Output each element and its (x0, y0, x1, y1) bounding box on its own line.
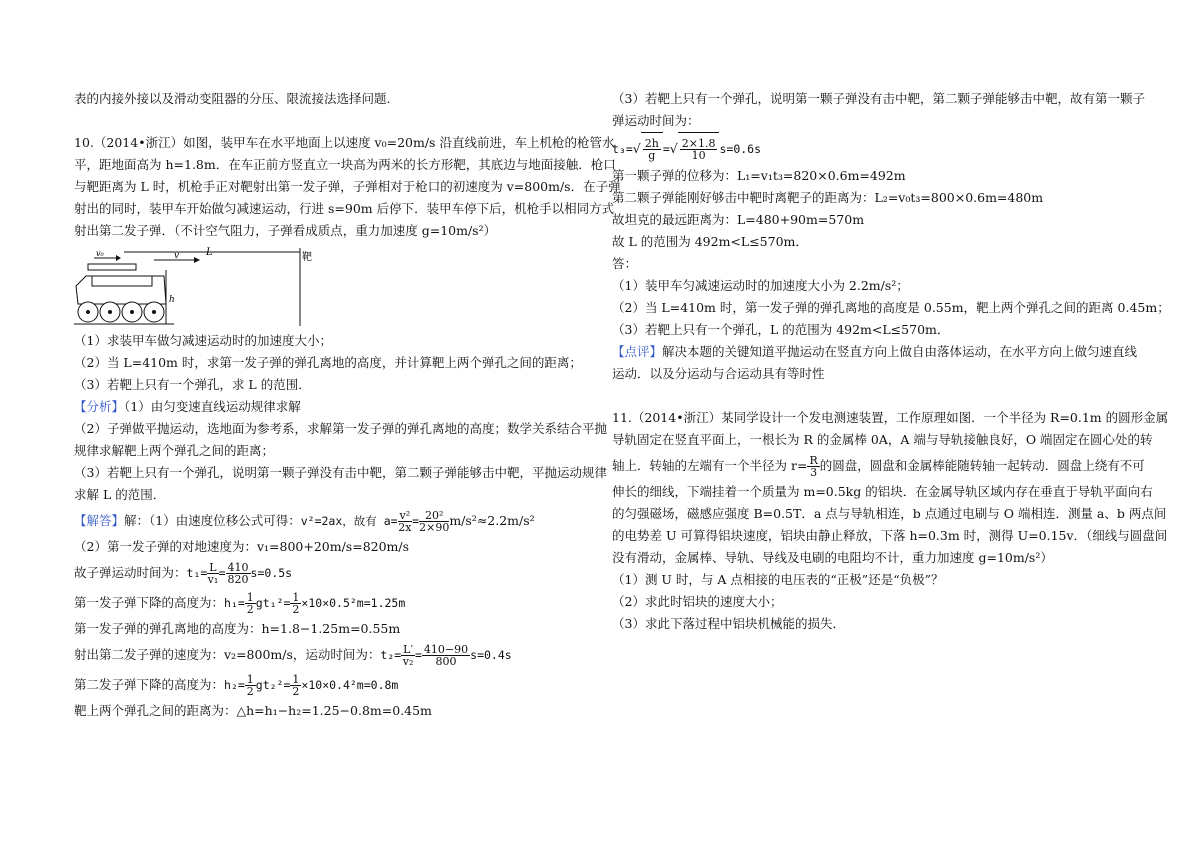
question-10-part-3: （3）若靶上只有一个弹孔，求 L 的范围． (74, 377, 311, 392)
text-line: 轴上．转轴的左端有一个半径为 r= (612, 458, 808, 473)
analysis-tag: 【分析】 (74, 399, 125, 414)
analysis-line: （3）若靶上只有一个弹孔，说明第一颗子弹没有击中靶，第二颗子弹能够击中靶，平抛运动规律 (74, 465, 607, 480)
question-10-part-2: （2）当 L=410m 时，求第一发子弹的弹孔离地的高度，并计算靶上两个弹孔之间的距离； (74, 355, 582, 370)
fraction-num: R (809, 454, 818, 467)
text-line: 的圆盘，圆盘和金属棒能随转轴一起转动．圆盘上绕有不可 (819, 458, 1145, 473)
fraction-den: 2 (246, 603, 254, 616)
question-11-part-2: （2）求此时铝块的速度大小； (612, 594, 783, 609)
question-11-title: 11.（2014•浙江）某同学设计一个发电测速装置，工作原理如图．一个半径为 R=0.1m 的圆形金属 (612, 410, 1169, 425)
fraction-num: 410 (227, 561, 249, 574)
answer-line: （3）若靶上只有一个弹孔，L 的范围为 492m<L≤570m． (612, 322, 950, 337)
formula-result: s=0.5s (250, 566, 293, 580)
solution-line: 故坦克的最远距离为：L=480+90m=570m (612, 212, 865, 227)
text-line: 表的内接外接以及滑动变阻器的分压、限流接法选择问题. (74, 91, 391, 106)
formula-result: m/s²≈2.2m/s² (449, 513, 535, 528)
label-target: 靶 (302, 252, 312, 263)
formula: h₂= (224, 678, 245, 692)
solution-line: 故子弹运动时间为： (74, 565, 187, 580)
label-v0: v₀ (96, 249, 104, 258)
fraction-den: g (648, 149, 656, 162)
comment-tag: 【点评】 (612, 344, 663, 359)
solution-tag: 【解答】 (74, 513, 125, 528)
question-11-part-1: （1）测 U 时，与 A 点相接的电压表的“正极”还是“负极”？ (612, 572, 944, 587)
text-line: 平，距地面高为 h=1.8m．在车正前方竖直立一块高为两米的长方形靶，其底边与地面接触．枪口 (74, 157, 616, 172)
left-column: 表的内接外接以及滑动变阻器的分压、限流接法选择问题. 10.（2014•浙江）如图，装甲车在水平地面上以速度 v₀=20m/s 沿直线前进，车上机枪的枪管水 平，距地面高为 h=1.8m．在车正前方竖直立一块高为两米的长方形靶，其底边与地面接触．枪口 与靶距离为 L 时，机枪手正对靶射出第一发子弹，子弹相对于枪口的初速度为 v=800m/s．在子弹 射出的同时，装甲车开始做匀减速运动，行进 s=90m 后停下．装甲车停下后，机枪手以相同方式 射出第二发子弹．（不计空气阻力，子弹看成质点，重力加速度 g=10m/s²） L 靶 v₀ v h （1）求装甲车做匀减速运动时的加速度大小； （2）当 L=410m 时，求第一发子弹的弹孔离地的高度，并计算靶上两个弹孔之间的距离； （3）若靶上只有一个弹孔，求 L 的范围． 【分析】（1）由匀变速直线运动规律求解 （2）子弹做平抛运动，选地面为参考系，求解第一发子弹的弹孔离地的高度；数学关系结合平抛 规律求解靶上两个弹孔之间的距离； （3）若靶上只有一个弹孔，说明第一颗子弹没有击中靶，第二颗子弹能够击中靶，平抛运动规律 求解 L 的范围． 【解答】解：（1）由速度位移公式可得：v²=2ax，故有 a= $\frac{\text{v²}}{2x}$ = $\frac{\text{20²}}{2\times 90}$ m/s²≈2.2m/s² （2）第一发子弹的对地速度为：v₁=800+20m/s=820m/s 故子弹运动时间为：t₁= $\frac{L}{\text{v₁}}$ = $\frac{410}{820}$ s=0.5s 第一发子弹下降的高度为：h₁= $\frac{1}{2}$ gt₁²= $\frac{1}{2}$ ×10×0.5²m=1.25m 第一发子弹的弹孔离地的高度为：h=1.8−1.25m=0.55m 射出第二发子弹的速度为：v₂=800m/s，运动时间为：t₂= $\frac{L'}{\text{v₂}}$ = $\frac{410-90}{800}$ s=0.4s 第二发子弹下降的高度为：h₂= $\frac{1}{2}$ gt₂²= $\frac{1}{2}$ ×10×0.4²m=0.8m 靶上两个弹孔之间的距离为：△h=h₁−h₂=1.25−0.8m=0.45m (74, 88, 589, 722)
solution-line: 第一发子弹的弹孔离地的高度为：h=1.8−1.25m=0.55m (74, 621, 401, 636)
text-line: 的电势差 U 可算得铝块速度，铝块由静止释放，下落 h=0.3m 时，测得 U=0.15v．（细线与圆盘间 (612, 528, 1168, 543)
analysis-line: （2）子弹做平抛运动，选地面为参考系，求解第一发子弹的弹孔离地的高度；数学关系结合平抛 (74, 421, 607, 436)
solution-line: 弹运动时间为： (612, 113, 700, 128)
comment-line: 解决本题的关键知道平抛运动在竖直方向上做自由落体运动，在水平方向上做匀速直线 (662, 344, 1138, 359)
text-line: 的匀强磁场，磁感应强度 B=0.5T．a 点与导轨相连，b 点通过电刷与 O 端相连．测量 a、b 两点间 (612, 506, 1167, 521)
analysis-line: 规律求解靶上两个弹孔之间的距离； (74, 443, 275, 458)
label-L: L (206, 247, 213, 258)
solution-line: 第二颗子弹能刚好够击中靶时离靶子的距离为：L₂=v₀t₃=800×0.6m=480m (612, 190, 1044, 205)
fraction-den: v₂ (402, 655, 414, 668)
text-line: 与靶距离为 L 时，机枪手正对靶射出第一发子弹，子弹相对于枪口的初速度为 v=800m/s．在子弹 (74, 179, 621, 194)
fraction-den: 2x (398, 521, 412, 534)
formula: = (662, 142, 670, 156)
formula: t₃= (612, 142, 633, 156)
text-line: 没有滑动，金属棒、导轨、导线及电刷的电阻均不计，重力加速度 g=10m/s²） (612, 550, 1053, 565)
solution-line: 射出第二发子弹的速度为：v₂=800m/s，运动时间为： (74, 647, 381, 662)
formula: gt₂²= (255, 678, 291, 692)
text-line: 射出第二发子弹．（不计空气阻力，子弹看成质点，重力加速度 g=10m/s²） (74, 223, 497, 238)
fraction-den: 10 (691, 149, 706, 162)
formula-result: s=0.4s (470, 648, 512, 662)
answer-line: （1）装甲车匀减速运动时的加速度大小为 2.2m/s²； (612, 278, 909, 293)
formula: t₂= (380, 648, 402, 662)
right-column: （3）若靶上只有一个弹孔，说明第一颗子弹没有击中靶，第二颗子弹能够击中靶，故有第一颗子 弹运动时间为： t₃=√ $\frac{2h}{g}$ =√ $\frac{2\times 1.8}{10}$ s=0.6s 第一颗子弹的位移为：L₁=v₁t₃=820×0.6m=492m 第二颗子弹能刚好够击中靶时离靶子的距离为：L₂=v₀t₃=800×0.6m=480m 故坦克的最远距离为：L=480+90m=570m 故 L 的范围为 492m<L≤570m． 答： （1）装甲车匀减速运动时的加速度大小为 2.2m/s²； （2）当 L=410m 时，第一发子弹的弹孔离地的高度是 0.55m，靶上两个弹孔之间的距离 0.45m； （3）若靶上只有一个弹孔，L 的范围为 492m<L≤570m． 【点评】解决本题的关键知道平抛运动在竖直方向上做自由落体运动，在水平方向上做匀速直线 运动．以及分运动与合运动具有等时性 11.（2014•浙江）某同学设计一个发电测速装置，工作原理如图．一个半径为 R=0.1m 的圆形金属 导轨固定在竖直平面上，一根长为 R 的金属棒 0A，A 端与导轨接触良好，O 端固定在圆心处的转 轴上．转轴的左端有一个半径为 r= $\frac{R}{3}$ 的圆盘，圆盘和金属棒能随转轴一起转动．圆盘上绕有不可 伸长的细线，下端挂着一个质量为 m=0.5kg 的铝块．在金属导轨区域内存在垂直于导轨平面向右 的匀强磁场，磁感应强度 B=0.5T．a 点与导轨相连，b 点通过电刷与 O 端相连．测量 a、b 两点间 的电势差 U 可算得铝块速度，铝块由静止释放，下落 h=0.3m 时，测得 U=0.15v．（细线与圆盘间 没有滑动，金属棒、导轨、导线及电刷的电阻均不计，重力加速度 g=10m/s²） （1）测 U 时，与 A 点相接的电压表的“正极”还是“负极”？ （2）求此时铝块的速度大小； （3）求此下落过程中铝块机械能的损失． (612, 88, 1127, 635)
solution-line: 靶上两个弹孔之间的距离为：△h=h₁−h₂=1.25−0.8m=0.45m (74, 703, 432, 718)
solution-line: （3）若靶上只有一个弹孔，说明第一颗子弹没有击中靶，第二颗子弹能够击中靶，故有第一颗子 (612, 91, 1145, 106)
question-11-part-3: （3）求此下落过程中铝块机械能的损失． (612, 616, 845, 631)
formula: v²=2ax，故有 a= (300, 514, 398, 528)
fraction-num: 1 (246, 591, 254, 604)
question-10-title: 10.（2014•浙江）如图，装甲车在水平地面上以速度 v₀=20m/s 沿直线前进，车上机枪的枪管水 (74, 135, 615, 150)
fraction-den: 3 (810, 466, 818, 479)
solution-line: 第一颗子弹的位移为：L₁=v₁t₃=820×0.6m=492m (612, 168, 906, 183)
text-line: 射出的同时，装甲车开始做匀减速运动，行进 s=90m 后停下．装甲车停下后，机枪手以相同方式 (74, 201, 615, 216)
fraction-den: 2×90 (419, 521, 450, 534)
solution-line: 第一发子弹下降的高度为： (74, 595, 225, 610)
analysis-line: 求解 L 的范围． (74, 487, 166, 502)
formula-result: s=0.6s (719, 142, 762, 156)
solution-line: （2）第一发子弹的对地速度为：v₁=800+20m/s=820m/s (74, 539, 410, 554)
fraction-den: 820 (227, 573, 249, 586)
formula-result: ×10×0.5²m=1.25m (301, 596, 406, 610)
fraction-num: v² (399, 509, 411, 522)
comment-line: 运动．以及分运动与合运动具有等时性 (612, 366, 825, 381)
formula-result: ×10×0.4²m=0.8m (301, 678, 399, 692)
analysis-line: （1）由匀变速直线运动规律求解 (124, 399, 301, 414)
fraction-num: 2h (644, 137, 659, 150)
fraction-den: v₁ (207, 573, 219, 586)
question-10-part-1: （1）求装甲车做匀减速运动时的加速度大小； (74, 333, 332, 348)
text-line: 导轨固定在竖直平面上，一根长为 R 的金属棒 0A，A 端与导轨接触良好，O 端固定在圆心处的转 (612, 432, 1153, 447)
fraction-num: L (209, 561, 217, 574)
fraction-num: 2×1.8 (681, 137, 716, 150)
formula: gt₁²= (255, 596, 291, 610)
fraction-den: 800 (435, 655, 457, 668)
solution-line: 解：（1）由速度位移公式可得： (124, 513, 301, 528)
formula: h₁= (224, 596, 245, 610)
fraction-num: L′ (403, 643, 413, 656)
answer-line: （2）当 L=410m 时，第一发子弹的弹孔离地的高度是 0.55m，靶上两个弹孔之间的距离 0.45m； (612, 300, 1170, 315)
formula: t₁= (186, 566, 208, 580)
formula: = (412, 514, 420, 528)
tank-diagram (74, 246, 334, 328)
answer-label: 答： (612, 256, 638, 271)
fraction-num: 20² (419, 510, 449, 522)
solution-line: 故 L 的范围为 492m<L≤570m． (612, 234, 808, 249)
text-line: 伸长的细线，下端挂着一个质量为 m=0.5kg 的铝块．在金属导轨区域内存在垂直于导轨平面向右 (612, 484, 1153, 499)
label-h: h (169, 295, 175, 305)
fraction-num: 410−90 (423, 643, 469, 656)
solution-line: 第二发子弹下降的高度为： (74, 677, 225, 692)
label-v: v (174, 251, 180, 261)
